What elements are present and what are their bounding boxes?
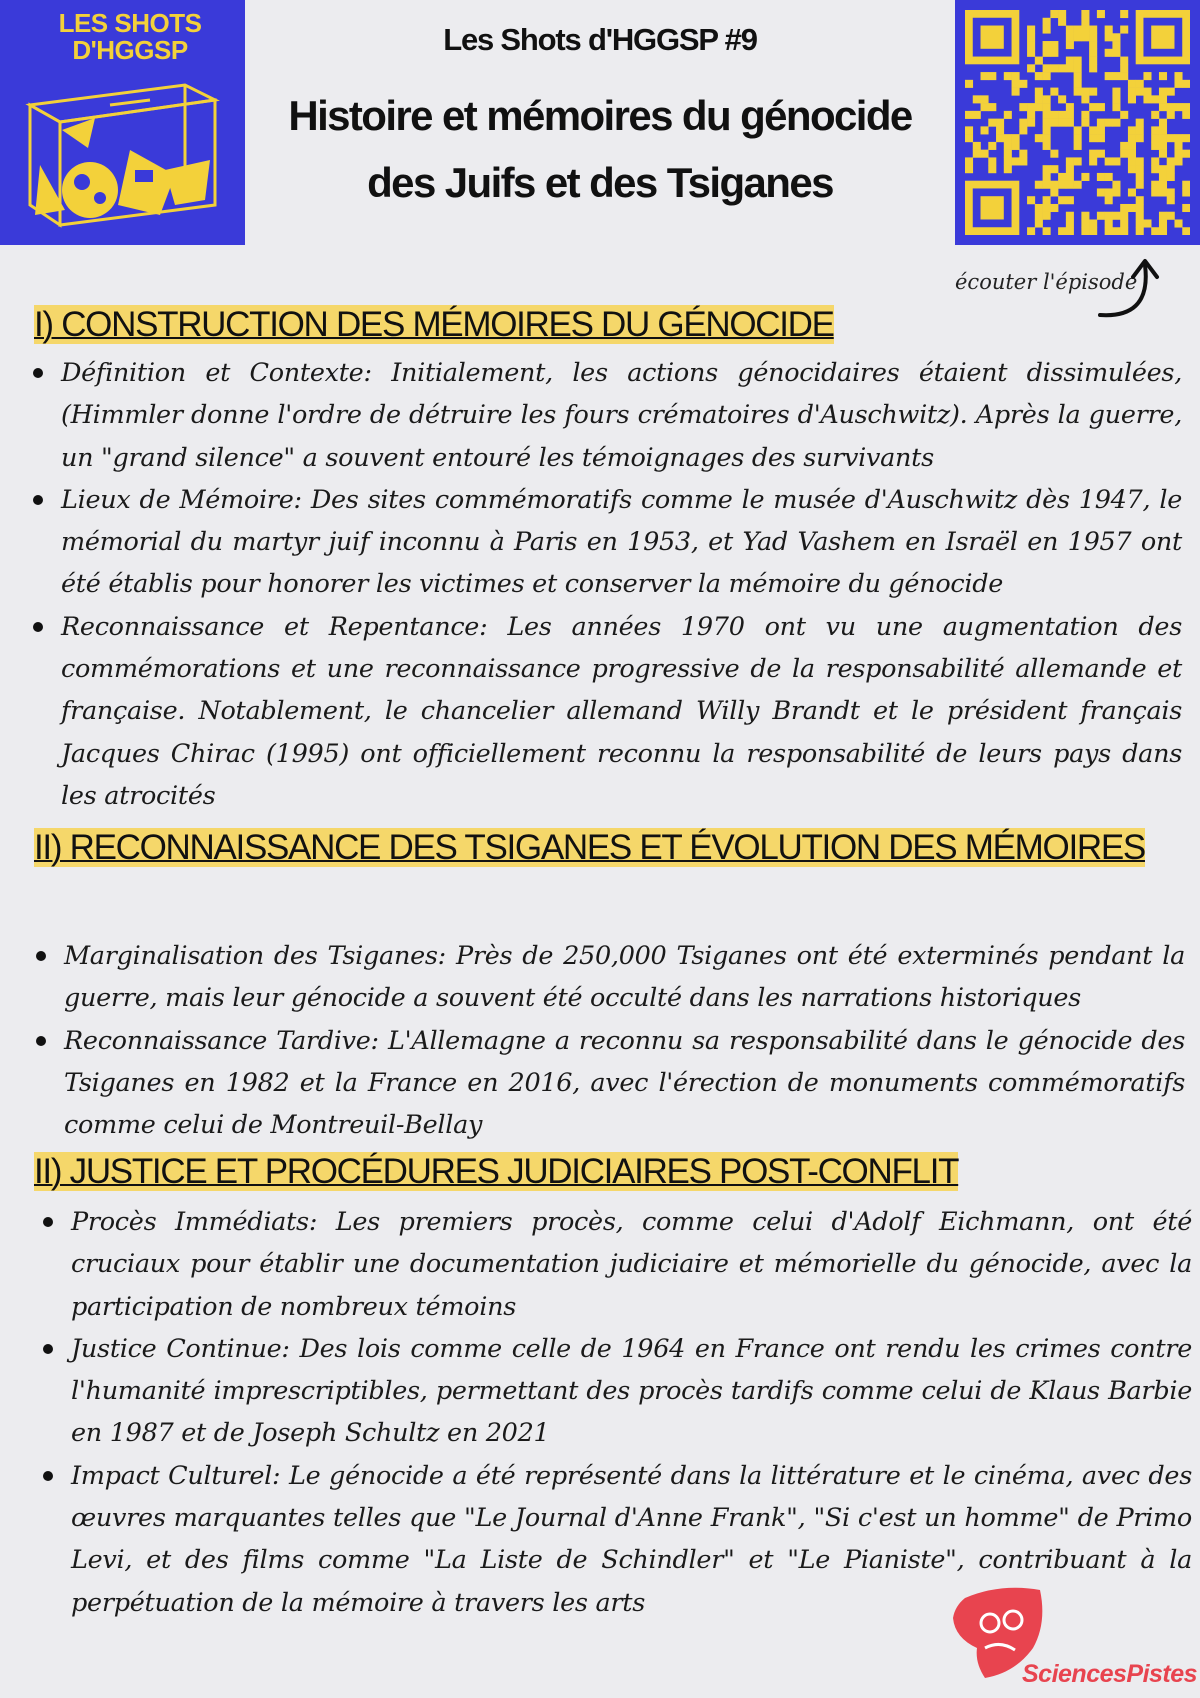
curved-arrow-icon (1095, 255, 1175, 325)
list-item: Justice Continue: Des lois comme celle de 1964 en France ont rendu les crimes contre l'humanité imprescriptibles, permettant des procès tardifs comme celui de Klaus Barbie en 1987 et de Joseph Schultz en 2021 (57, 1328, 1192, 1455)
podcast-cover (0, 0, 245, 245)
cover-title: LES SHOTS D'HGGSP (58, 8, 202, 65)
list-item: Impact Culturel: Le génocide a été représenté dans la littérature et le cinéma, avec des œuvres marquantes telles que "Le Journal d'Anne Frank", "Si c'est un homme" de Primo Levi, et des films comme "La Liste de Schindler" et "Le Pianiste", contribuant à la perpétuation de la mémoire à travers les arts (57, 1455, 1192, 1624)
list-item: Reconnaissance et Repentance: Les années 1970 ont vu une augmentation des commémorations et une reconnaissance progressive de la responsabilité allemande et française. Notablement, le chancelier allemand Willy Brandt et le président français Jacques Chirac (1995) ont officiellement reconnu la responsabilité de leurs pays dans les atrocités (47, 606, 1182, 817)
section-3-heading: II) JUSTICE ET PROCÉDURES JUDICIAIRES POST-CONFLIT (34, 1152, 959, 1191)
qr-code-icon (965, 10, 1190, 235)
bullet-icon (36, 1036, 46, 1046)
bullet-icon (33, 368, 43, 378)
list-item: Reconnaissance Tardive: L'Allemagne a reconnu sa responsabilité dans le génocide des Tsiganes en 1982 et la France en 2016, avec l'érection de monuments commémoratifs comme celui de Montreuil-Bellay (50, 1020, 1185, 1147)
logo-text: SciencesPistes (1022, 1660, 1198, 1688)
qr-code[interactable] (955, 0, 1200, 245)
list-item: Marginalisation des Tsiganes: Près de 250,000 Tsiganes ont été exterminés pendant la guerre, mais leur génocide a souvent été occulté dans les narrations historiques (50, 935, 1185, 1020)
section-2-list (50, 935, 1185, 1146)
section-1-heading: I) CONSTRUCTION DES MÉMOIRES DU GÉNOCIDE (34, 305, 834, 344)
bullet-icon (36, 951, 46, 961)
bullet-icon (43, 1217, 53, 1227)
list-item: Procès Immédiats: Les premiers procès, comme celui d'Adolf Eichmann, ont été cruciaux pour établir une documentation judiciaire et mémorielle du génocide, avec la participation de nombreux témoins (57, 1201, 1192, 1328)
bullet-icon (33, 495, 43, 505)
bullet-icon (43, 1471, 53, 1481)
bullet-icon (33, 622, 43, 632)
listen-caption: écouter l'épisode (955, 270, 1138, 294)
episode-label: Les Shots d'HGGSP #9 (443, 22, 757, 57)
bullet-icon (43, 1344, 53, 1354)
list-item: Lieux de Mémoire: Des sites commémoratifs comme le musée d'Auschwitz dès 1947, le mémorial du martyr juif inconnu à Paris en 1953, et Yad Vashem en Israël en 1957 ont été établis pour honorer les victimes et conserver la mémoire du génocide (47, 479, 1182, 606)
list-item: Définition et Contexte: Initialement, les actions génocidaires étaient dissimulées, (Himmler donne l'ordre de détruire les fours crématoires d'Auschwitz). Après la guerre, un "grand silence" a souvent entouré les témoignages des survivants (47, 352, 1182, 479)
section-1-list (47, 352, 1182, 817)
section-3-list (57, 1201, 1192, 1624)
section-2-heading: II) RECONNAISSANCE DES TSIGANES ET ÉVOLUTION DES MÉMOIRES (34, 828, 1145, 867)
page-title: Histoire et mémoires du génocide des Juifs et des Tsiganes (288, 92, 912, 206)
